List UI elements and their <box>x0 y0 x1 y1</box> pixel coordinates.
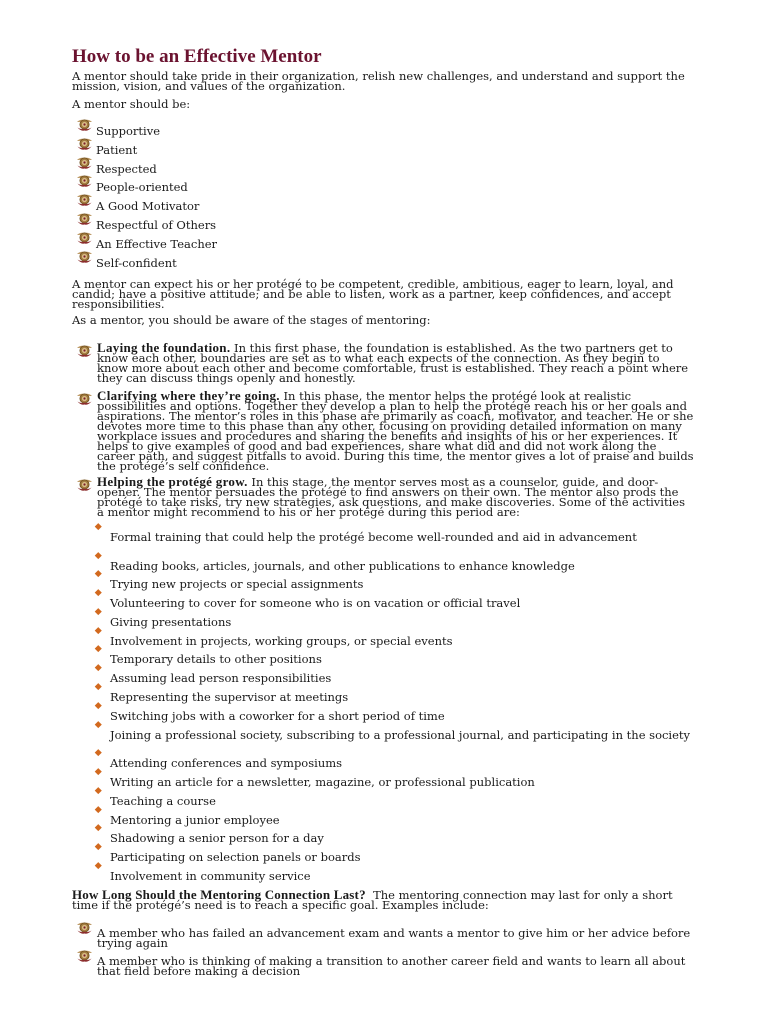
stage-text: In this first phase, the foundation is established. As the two partners get to know each other, boundaries are set as to what each expects of the connection. As they begin to know more about each other and become comfortable, trust is established. They reach a point where they can discuss things openly and honestly. <box>97 341 689 385</box>
stage-item <box>76 474 694 519</box>
list-item <box>76 248 177 270</box>
activity-text: Reading books, articles, journals, and other publications to enhance knowledge <box>110 558 575 573</box>
seal-icon <box>76 210 93 227</box>
list-item <box>76 210 217 232</box>
diamond-icon <box>95 589 101 595</box>
seal-icon <box>76 172 93 189</box>
stages-intro: As a mentor, you should be aware of the stages of mentoring: <box>72 313 431 327</box>
diamond-icon <box>95 627 101 633</box>
intro-paragraph: A mentor should take pride in their organization, relish new challenges, and understand and support the mission, vision, and values of the organization. <box>72 69 685 93</box>
activity-text: Teaching a course <box>110 793 216 808</box>
activity-text: Participating on selection panels or boards <box>110 850 361 865</box>
diamond-icon <box>95 749 101 755</box>
diamond-icon <box>95 843 101 849</box>
activity-text: Representing the supervisor at meetings <box>110 690 349 705</box>
duration-text: The mentoring connection may last for only a short time if the protégé’s need is to reach a specific goal. Examples include: <box>72 888 673 912</box>
activity-text: Formal training that could help the protégé become well-rounded and aid in advancement <box>110 530 637 544</box>
list-item <box>94 588 704 611</box>
list-item <box>76 172 188 195</box>
example-text: A member who has failed an advancement exam and wants a mentor to give him or her advice before trying again <box>97 926 691 950</box>
page-title: How to be an Effective Mentor <box>72 46 322 67</box>
seal-icon <box>76 229 93 246</box>
list-item <box>76 191 200 214</box>
diamond-icon <box>95 570 101 576</box>
activity-text: Switching jobs with a coworker for a short period of time <box>110 708 445 723</box>
quality-label: A Good Motivator <box>96 199 200 214</box>
diamond-icon <box>95 523 101 529</box>
stage-paragraph <box>97 474 694 519</box>
diamond-icon <box>95 721 101 727</box>
list-item <box>94 607 704 629</box>
quality-label: An Effective Teacher <box>96 236 218 251</box>
list-item <box>94 663 704 686</box>
list-item <box>94 682 704 705</box>
diamond-icon <box>95 806 101 812</box>
list-item <box>94 569 704 592</box>
stage-title: Clarifying where they’re going. <box>97 388 280 403</box>
example-item <box>76 948 694 976</box>
diamond-icon <box>95 646 101 652</box>
list-item <box>94 805 704 827</box>
stage-paragraph <box>97 388 694 473</box>
diamond-icon <box>95 552 101 558</box>
activity-text: Joining a professional society, subscribing to a professional journal, and participating in the society <box>110 727 691 742</box>
activity-text: Trying new projects or special assignments <box>110 577 364 592</box>
activity-text: Attending conferences and symposiums <box>110 756 343 771</box>
seal-icon <box>76 248 93 265</box>
quality-label: People-oriented <box>96 180 188 195</box>
quality-label: Self-confident <box>96 255 177 270</box>
activity-text: Shadowing a senior person for a day <box>110 831 324 846</box>
seal-icon <box>76 116 93 133</box>
activities-list <box>94 522 704 883</box>
activity-text: Mentoring a junior employee <box>110 812 280 827</box>
list-item <box>94 626 704 648</box>
stage-title: Helping the protégé grow. <box>97 474 248 489</box>
list-item <box>94 767 704 789</box>
activity-text: Assuming lead person responsibilities <box>110 671 332 686</box>
seal-icon <box>76 390 93 407</box>
list-item <box>94 551 704 573</box>
list-item <box>76 135 138 157</box>
activity-text: Involvement in projects, working groups, or special events <box>110 633 453 648</box>
quality-label: Respected <box>96 161 157 176</box>
seal-icon <box>76 191 93 208</box>
diamond-icon <box>95 787 101 793</box>
list-item <box>94 720 704 749</box>
stage-item <box>76 388 694 473</box>
stage-text: In this stage, the mentor serves most as a counselor, guide, and door-opener. The mentor persuades the protégé to find answers on their own. The mentor also prods the protégé to take risks, try new strategies, ask questions, and make discoveries. Some of the activities a mentor might recommend to his or her protégé during this period are: <box>97 475 685 519</box>
diamond-icon <box>95 683 101 689</box>
activity-text: Temporary details to other positions <box>110 652 322 667</box>
stage-paragraph <box>97 340 694 385</box>
list-item <box>94 748 704 771</box>
list-item <box>76 229 218 251</box>
activity-text: Volunteering to cover for someone who is on vacation or official travel <box>110 596 521 611</box>
list-item <box>76 154 157 176</box>
diamond-icon <box>95 768 101 774</box>
quality-label: Respectful of Others <box>96 217 217 232</box>
activity-text: Giving presentations <box>110 614 232 629</box>
quality-label: Patient <box>96 142 138 157</box>
stage-item <box>76 340 694 385</box>
diamond-icon <box>95 862 101 868</box>
list-item <box>76 116 161 138</box>
diamond-icon <box>95 702 101 708</box>
list-item <box>94 644 704 667</box>
seal-icon <box>76 476 93 493</box>
quality-label: Supportive <box>96 124 161 138</box>
list-item <box>94 786 704 808</box>
qualities-heading: A mentor should be: <box>72 97 191 111</box>
list-item <box>94 522 704 551</box>
stage-text: In this phase, the mentor helps the protégé look at realistic possibilities and options. Together they develop a plan to help the protégé reach his or her goals and aspirations. The mentor’s roles in this phase are primarily as coach, motivator, and teacher. He or she devotes more time to this phase than any other, focusing on providing detailed information on many workplace issues and procedures and sharing the benefits and insights of his or her experiences. It helps to give examples of good and bad experiences, share what did and did not work along the career path, and suggest pitfalls to avoid. During this time, the mentor gives a lot of praise and builds the protégé’s self confidence. <box>97 389 694 473</box>
diamond-icon <box>95 664 101 670</box>
example-item <box>76 920 694 948</box>
activity-text: Involvement in community service <box>110 868 311 883</box>
protege-expectations-paragraph: A mentor can expect his or her protégé to be competent, credible, ambitious, eager to learn, loyal, and candid; have a positive attitude; and be able to listen, work as a partner, keep confidences, and accept responsibilities. <box>72 277 674 311</box>
activity-text: Writing an article for a newsletter, magazine, or professional publication <box>110 774 535 789</box>
stage-title: Laying the foundation. <box>97 340 231 355</box>
diamond-icon <box>95 608 101 614</box>
example-text: A member who is thinking of making a transition to another career field and wants to learn all about that field before making a decision <box>97 954 686 978</box>
list-item <box>94 861 704 883</box>
list-item <box>94 842 704 865</box>
list-item <box>94 701 704 723</box>
seal-icon <box>76 154 93 171</box>
duration-paragraph <box>72 887 702 912</box>
seal-icon <box>76 919 93 936</box>
seal-icon <box>76 342 93 359</box>
diamond-icon <box>95 824 101 830</box>
duration-heading: How Long Should the Mentoring Connection Last? <box>72 887 366 902</box>
seal-icon <box>76 947 93 964</box>
qualities-list <box>76 116 218 270</box>
seal-icon <box>76 135 93 152</box>
list-item <box>94 823 704 846</box>
